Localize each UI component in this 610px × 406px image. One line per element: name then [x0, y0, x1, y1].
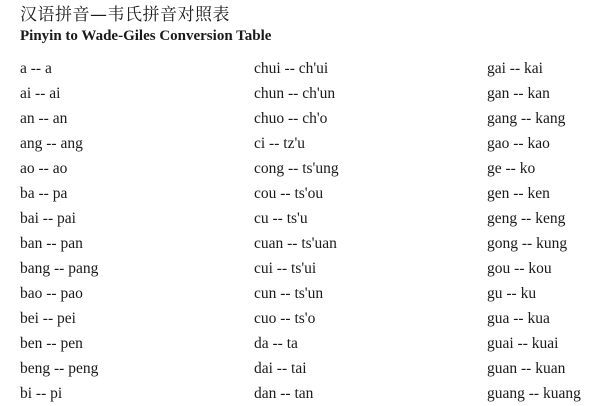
conversion-entry: cui -- ts'ui	[254, 260, 317, 277]
conversion-entry: gen -- ken	[487, 185, 550, 202]
conversion-entry: bai -- pai	[20, 210, 76, 227]
conversion-entry: cun -- ts'un	[254, 285, 324, 302]
conversion-entry: dan -- tan	[254, 385, 314, 402]
conversion-entry: ba -- pa	[20, 185, 68, 202]
conversion-entry: gai -- kai	[487, 60, 543, 77]
page-title-chinese: 汉语拼音—韦氏拼音对照表	[20, 5, 230, 25]
conversion-entry: ge -- ko	[487, 160, 536, 177]
conversion-entry: cuan -- ts'uan	[254, 235, 337, 252]
conversion-entry: gua -- kua	[487, 310, 550, 327]
conversion-entry: guai -- kuai	[487, 335, 559, 352]
conversion-entry: a -- a	[20, 60, 52, 77]
conversion-entry: chun -- ch'un	[254, 85, 336, 102]
conversion-entry: ben -- pen	[20, 335, 83, 352]
conversion-entry: ang -- ang	[20, 135, 83, 152]
conversion-entry: an -- an	[20, 110, 68, 127]
conversion-entry: ao -- ao	[20, 160, 68, 177]
conversion-entry: geng -- keng	[487, 210, 566, 227]
conversion-entry: cou -- ts'ou	[254, 185, 324, 202]
conversion-entry: beng -- peng	[20, 360, 99, 377]
conversion-entry: gu -- ku	[487, 285, 537, 302]
conversion-entry: guan -- kuan	[487, 360, 566, 377]
conversion-entry: bi -- pi	[20, 385, 63, 402]
conversion-entry: cu -- ts'u	[254, 210, 308, 227]
conversion-entry: gong -- kung	[487, 235, 568, 252]
conversion-entry: chuo -- ch'o	[254, 110, 328, 127]
conversion-entry: cuo -- ts'o	[254, 310, 316, 327]
page-title-english: Pinyin to Wade-Giles Conversion Table	[20, 28, 272, 44]
conversion-entry: bei -- pei	[20, 310, 76, 327]
conversion-entry: gao -- kao	[487, 135, 550, 152]
conversion-entry: bao -- pao	[20, 285, 83, 302]
conversion-entry: gang -- kang	[487, 110, 566, 127]
conversion-entry: dai -- tai	[254, 360, 307, 377]
conversion-entry: ai -- ai	[20, 85, 61, 102]
conversion-column-2	[254, 56, 339, 406]
conversion-column-3	[487, 56, 581, 406]
conversion-entry: ban -- pan	[20, 235, 83, 252]
conversion-entry: chui -- ch'ui	[254, 60, 329, 77]
conversion-entry: gan -- kan	[487, 85, 550, 102]
conversion-entry: bang -- pang	[20, 260, 99, 277]
conversion-entry: da -- ta	[254, 335, 298, 352]
conversion-entry: cong -- ts'ung	[254, 160, 339, 177]
conversion-entry: gou -- kou	[487, 260, 552, 277]
conversion-entry: ci -- tz'u	[254, 135, 305, 152]
conversion-column-1	[20, 56, 98, 406]
conversion-entry: guang -- kuang	[487, 385, 581, 402]
